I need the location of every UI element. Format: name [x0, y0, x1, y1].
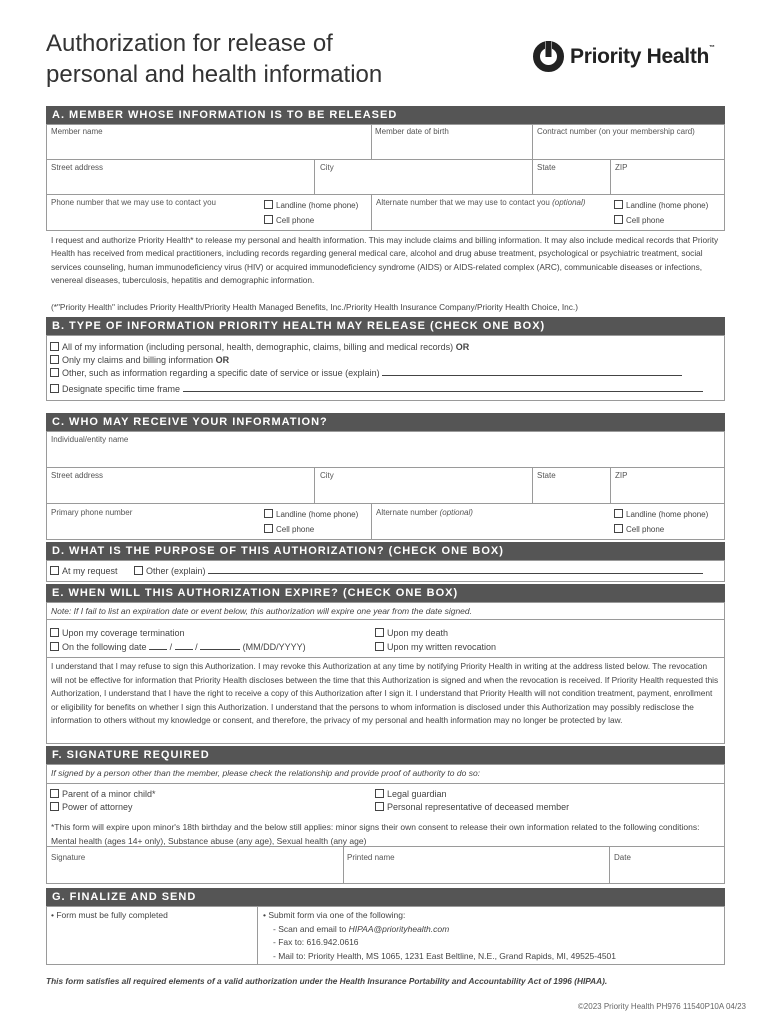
member-name-label: Member name [51, 127, 103, 136]
c-zip-field[interactable] [611, 468, 725, 504]
e-option-date[interactable]: On the following date / / (MM/DD/YYYY) [50, 642, 306, 652]
alt-cell-checkbox[interactable] [614, 215, 623, 224]
section-a-heading: A. MEMBER WHOSE INFORMATION IS TO BE RELEASED [46, 106, 725, 124]
other-info-checkbox[interactable] [50, 368, 59, 377]
c-alt-landline-checkbox[interactable] [614, 509, 623, 518]
alt-phone-label: Alternate number that we may use to contact you (optional) [376, 198, 586, 207]
e-option-revocation[interactable]: Upon my written revocation [375, 642, 496, 652]
entity-name-label: Individual/entity name [51, 435, 129, 444]
signature-relationship-note: If signed by a person other than the member, please check the relationship and provide proof of authority to do so: [51, 768, 481, 778]
c-landline-checkbox[interactable] [264, 509, 273, 518]
c-alt-cell-checkbox[interactable] [614, 524, 623, 533]
finalize-instruction: • Form must be fully completed [51, 910, 168, 920]
personal-representative-checkbox[interactable] [375, 802, 384, 811]
claims-checkbox[interactable] [50, 355, 59, 364]
entity-name-field[interactable] [47, 432, 725, 468]
c-alt-cell-option[interactable]: Cell phone [614, 524, 664, 534]
section-f-heading: F. SIGNATURE REQUIRED [46, 746, 725, 764]
logo-text: Priority Health™ [570, 44, 715, 68]
section-e-heading: E. WHEN WILL THIS AUTHORIZATION EXPIRE? (CHECK ONE BOX) [46, 584, 725, 602]
section-c-heading: C. WHO MAY RECEIVE YOUR INFORMATION? [46, 413, 725, 431]
b-option-timeframe[interactable]: Designate specific time frame [50, 384, 703, 394]
c-alt-phone-label: Alternate number (optional) [376, 508, 473, 517]
a-landline-option[interactable]: Landline (home phone) [264, 200, 358, 210]
priority-health-logo-icon [532, 40, 565, 73]
email-link[interactable]: HIPAA@priorityhealth.com [348, 923, 450, 934]
contract-number-label: Contract number (on your membership card) [537, 127, 695, 136]
coverage-termination-checkbox[interactable] [50, 628, 59, 637]
f-option-representative[interactable]: Personal representative of deceased member [375, 802, 569, 812]
section-d-heading: D. WHAT IS THE PURPOSE OF THIS AUTHORIZATION? (CHECK ONE BOX) [46, 542, 725, 560]
timeframe-checkbox[interactable] [50, 384, 59, 393]
parent-checkbox[interactable] [50, 789, 59, 798]
at-request-checkbox[interactable] [50, 566, 59, 575]
c-zip-label: ZIP [615, 471, 628, 480]
state-label: State [537, 163, 556, 172]
title-line-2: personal and health information [46, 61, 383, 88]
printed-name-field[interactable]: Printed name [347, 853, 395, 862]
f-option-guardian[interactable]: Legal guardian [375, 789, 447, 799]
city-label: City [320, 163, 334, 172]
legal-guardian-checkbox[interactable] [375, 789, 384, 798]
alt-landline-checkbox[interactable] [614, 200, 623, 209]
zip-field[interactable] [611, 160, 725, 195]
following-date-checkbox[interactable] [50, 642, 59, 651]
phone-label: Phone number that we may use to contact you [51, 198, 216, 207]
d-option-other[interactable]: Other (explain) [134, 566, 703, 576]
death-checkbox[interactable] [375, 628, 384, 637]
zip-label: ZIP [615, 163, 628, 172]
a-alt-cell-option[interactable]: Cell phone [614, 215, 664, 225]
landline-checkbox[interactable] [264, 200, 273, 209]
f-option-parent[interactable]: Parent of a minor child* [50, 789, 156, 799]
expiration-note: Note: If I fail to list an expiration date or event below, this authorization will expire one year from the date signed. [51, 606, 472, 616]
e-option-coverage[interactable]: Upon my coverage termination [50, 628, 185, 638]
consent-paragraph: I request and authorize Priority Health* to release my personal and health information. This may include claims and billing information. It may also include medical records that Priority Health has received from medical practitioners, including records regarding general medical care, alcohol and drug abuse treatment, psychological or psychiatric treatment, social services counseling, human immunodeficiency virus (HIV) or acquired immunodeficiency syndrome (AIDS) or AIDS-related complex (ARC), communicable diseases or infections, venereal diseases, tuberculosis, hepatitis and demographic information. [51, 235, 719, 286]
signature-date-field[interactable]: Date [614, 853, 631, 862]
c-street-label: Street address [51, 471, 104, 480]
member-dob-label: Member date of birth [375, 127, 449, 136]
all-info-checkbox[interactable] [50, 342, 59, 351]
send-instructions: • Submit form via one of the following: - Scan and email to HIPAA@priorityhealth.com - Fax to: 616.942.0616 - Mail to: Priority Health, MS 1065, 1231 East Beltline, N.E., Grand Rapids, MI, 49525-4501 [263, 910, 617, 961]
c-cell-checkbox[interactable] [264, 524, 273, 533]
b-option-other[interactable]: Other, such as information regarding a specific date of service or issue (explain) [50, 368, 682, 378]
hipaa-statement: This form satisfies all required elements of a valid authorization under the Health Insurance Portability and Accountability Act of 1996 (HIPAA). [46, 976, 608, 986]
c-city-label: City [320, 471, 334, 480]
street-label: Street address [51, 163, 104, 172]
city-field[interactable] [315, 160, 533, 195]
b-option-all[interactable]: All of my information (including personal, health, demographic, claims, billing and medical records) OR [50, 342, 469, 352]
a-cell-option[interactable]: Cell phone [264, 215, 314, 225]
priority-health-logo [532, 40, 715, 73]
c-phone-label: Primary phone number [51, 508, 133, 517]
power-of-attorney-checkbox[interactable] [50, 802, 59, 811]
understanding-paragraph: I understand that I may refuse to sign this Authorization. I may revoke this Authorization at any time by notifying Priority Health in writing at the address listed below. The revocation will not be effective for information that Priority Health discloses between the time that this Authorization is signed and when the revocation is received. If Priority Health requested this Authorization, I understand that I have the right to receive a copy of this Authorization after I sign it. I understand that Priority Health will not condition treatment, payment, enrollment or eligibility for benefits on whether I sign this Authorization. I understand that the persons to whom information is disclosed under this Authorization may possibly redisclose the information to others without my knowledge or consent, and therefore, the privacy of my personal and health information may no longer be protected by law. [51, 661, 719, 726]
c-landline-option[interactable]: Landline (home phone) [264, 509, 358, 519]
priority-health-footnote: (*"Priority Health" includes Priority Health/Priority Health Managed Benefits, Inc./Priority Health Insurance Company/Priority Health Choice, Inc.) [51, 302, 578, 312]
signature-field[interactable]: Signature [51, 853, 86, 862]
c-city-field[interactable] [315, 468, 533, 504]
other-purpose-checkbox[interactable] [134, 566, 143, 575]
minor-expiration-note: *This form will expire upon minor's 18th birthday and the below still applies: minor signs their own consent to release their own information related to the following conditions: Mental health (ages 14+ only), Substance abuse (any age), Sexual health (any age) [51, 822, 700, 846]
cell-checkbox[interactable] [264, 215, 273, 224]
copyright: ©2023 Priority Health PH976 11540P10A 04/23 [577, 1002, 746, 1011]
c-state-label: State [537, 471, 556, 480]
a-alt-landline-option[interactable]: Landline (home phone) [614, 200, 708, 210]
section-g-heading: G. FINALIZE AND SEND [46, 888, 725, 906]
title-line-1: Authorization for release of [46, 30, 333, 57]
page-title [46, 28, 382, 90]
d-option-request[interactable]: At my request [50, 566, 118, 576]
f-option-poa[interactable]: Power of attorney [50, 802, 133, 812]
e-option-death[interactable]: Upon my death [375, 628, 448, 638]
c-cell-option[interactable]: Cell phone [264, 524, 314, 534]
c-alt-landline-option[interactable]: Landline (home phone) [614, 509, 708, 519]
b-option-claims[interactable]: Only my claims and billing information OR [50, 355, 229, 365]
revocation-checkbox[interactable] [375, 642, 384, 651]
section-b-heading: B. TYPE OF INFORMATION PRIORITY HEALTH MAY RELEASE (CHECK ONE BOX) [46, 317, 725, 335]
